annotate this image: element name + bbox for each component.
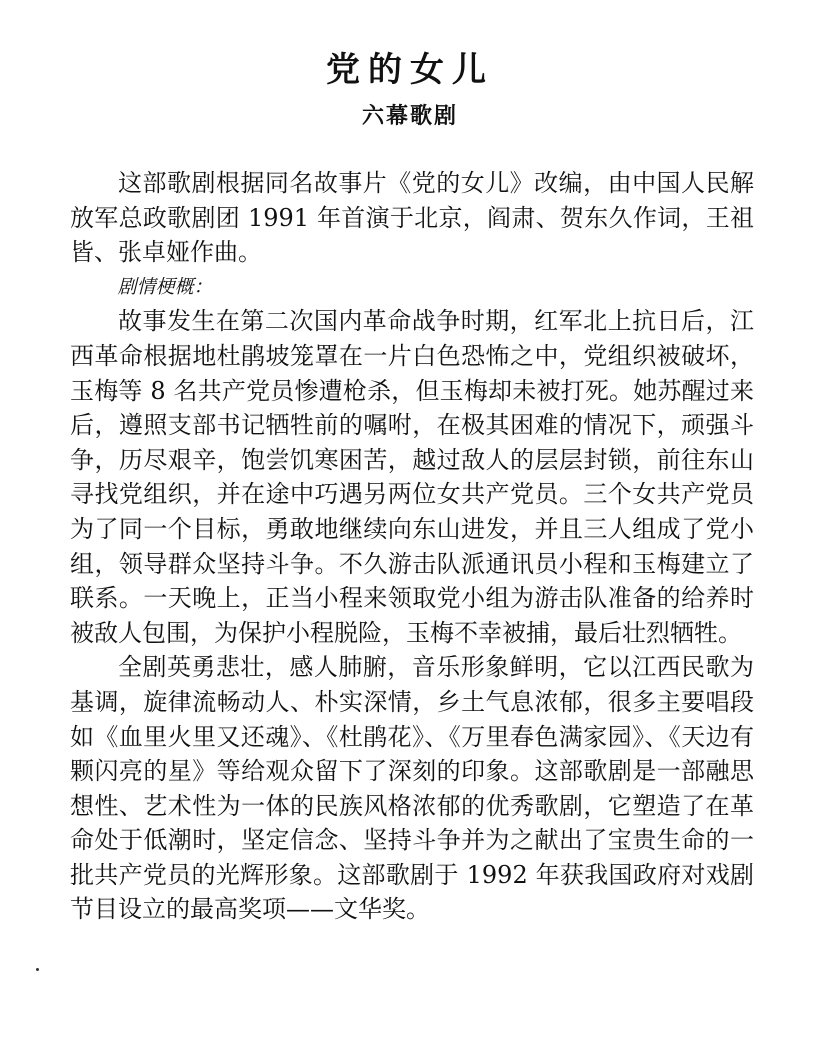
article-body (70, 166, 754, 927)
commentary-paragraph: 全剧英勇悲壮，感人肺腑，音乐形象鲜明，它以江西民歌为基调，旋律流畅动人、朴实深情，乡土气息浓郁，很多主要唱段如《血里火里又还魂》、《杜鹃花》、《万里春色满家园》、《天边有颗闪亮的星》等给观众留下了深刻的印象。这部歌剧是一部融思想性、艺术性为一体的民族风格浓郁的优秀歌剧，它塑造了在革命处于低潮时，坚定信念、坚持斗争并为之献出了宝贵生命的一批共产党员的光辉形象。这部歌剧于 1992 年获我国政府对戏剧节目设立的最高奖项——文华奖。 (70, 653, 754, 924)
page-subtitle: 六幕歌剧 (361, 104, 458, 129)
synopsis-paragraph: 故事发生在第二次国内革命战争时期，红军北上抗日后，江西革命根据地杜鹃坡笼罩在一片白色恐怖之中，党组织被破坏，玉梅等 8 名共产党员惨遭枪杀，但玉梅却未被打死。她苏醒过来后，遵照支部书记牺牲前的嘱咐，在极其困难的情况下，顽强斗争，历尽艰辛，饱尝饥寒困苦，越过敌人的层层封锁，前往东山寻找党组织，并在途中巧遇另两位女共产党员。三个女共产党员为了同一个目标，勇敢地继续向东山进发，并且三人组成了党小组，领导群众坚持斗争。不久游击队派通讯员小程和玉梅建立了联系。一天晚上，正当小程来领取党小组为游击队准备的给养时被敌人包围，为保护小程脱险，玉梅不幸被捕，最后壮烈牺牲。 (70, 307, 754, 647)
scan-speck (36, 968, 39, 971)
page-title: 党的女儿 (326, 50, 494, 90)
intro-paragraph: 这部歌剧根据同名故事片《党的女儿》改编，由中国人民解放军总政歌剧团 1991 年首演于北京，阎肃、贺东久作词，王祖皆、张卓娅作曲。 (70, 169, 754, 267)
synopsis-heading: 剧情梗概： (117, 275, 213, 298)
